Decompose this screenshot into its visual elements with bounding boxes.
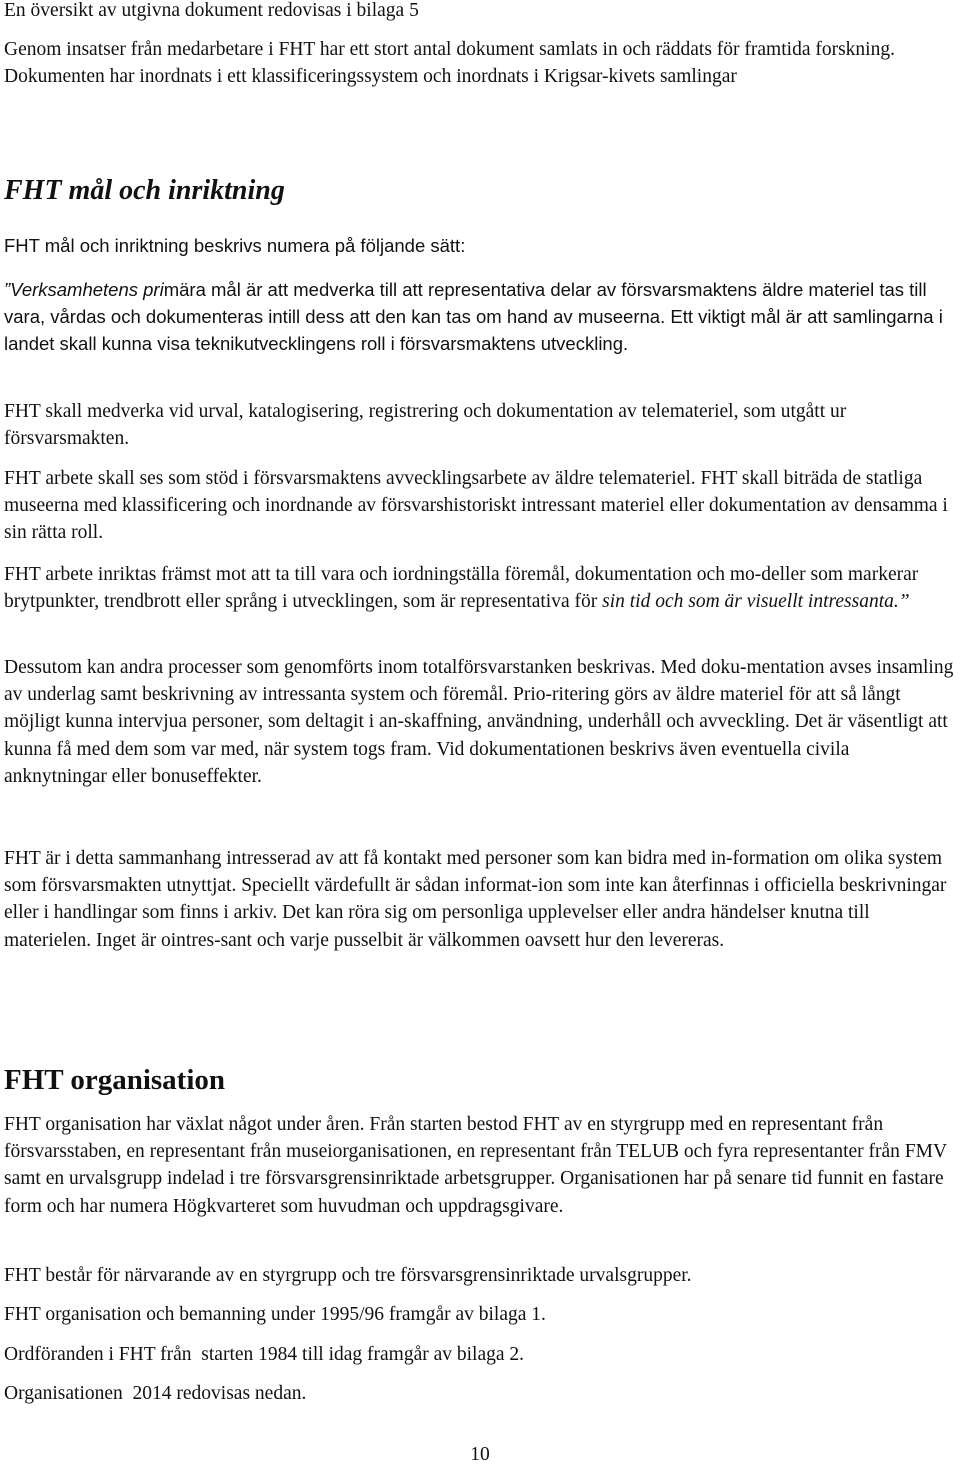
org-paragraph-4: Ordföranden i FHT från starten 1984 till idag framgår av bilaga 2. [4, 1344, 525, 1365]
section-heading-mal: FHT mål och inriktning [4, 175, 285, 206]
section-heading-organisation: FHT organisation [4, 1064, 226, 1096]
intro-paragraph: Genom insatser från medarbetare i FHT har ett stort antal dokument samlats in och räddats för framtida forskning. Dokumenten har inordnats i ett klassificeringssystem och inordnats i Krigsar-kivets samlingar [4, 39, 895, 88]
paragraph-medverka: FHT skall medverka vid urval, katalogisering, registrering och dokumentation av telemateriel, som utgått ur försvarsmakten. [4, 401, 847, 450]
org-paragraph-2: FHT består för närvarande av en styrgrupp och tre försvarsgrensinriktade urvalsgrupper. [4, 1265, 692, 1286]
inriktas-text: FHT arbete inriktas främst mot att ta till vara och iordningställa föremål, dokumentation och mo-deller som markerar brytpunkter, trendbrott eller språng i utvecklingen, som är representativa för [4, 564, 919, 613]
paragraph-intresserad: FHT är i detta sammanhang intresserad av att få kontakt med personer som kan bidra med in-formation om olika system som försvarsmakten utnyttjat. Speciellt värdefullt är sådan informat-ion som inte kan återfinnas i officiella beskrivningar eller i handlingar som finns i arkiv. Det kan röra sig om personliga upplevelser eller andra händelser knutna till materielen. Inget är ointres-sant och varje pusselbit är välkommen oavsett hur den levereras. [4, 848, 947, 951]
top-line: En översikt av utgivna dokument redovisas i bilaga 5 [4, 0, 419, 21]
paragraph-arbete: FHT arbete skall ses som stöd i försvarsmaktens avvecklingsarbete av äldre telemateriel. FHT skall biträda de statliga museerna med klassificering och inordnande av försvarshistoriskt intressant materiel eller dokumentation av densamma i sin rätta roll. [4, 468, 948, 544]
goal-quote [4, 276, 954, 358]
paragraph-dessutom: Dessutom kan andra processer som genomförts inom totalförsvarstanken beskrivas. Med doku-mentation avses insamling av underlag samt beskrivning av intressanta system och föremål. Prio-ritering görs av äldre materiel för att så långt möjligt kunna intervjua personer, som deltagit i an-skaffning, användning, underhåll och avveckling. Det är väsentligt att kunna få med dem som var med, när system togs fram. Vid dokumentationen beskrivs även eventuella civila anknytningar eller bonuseffekter. [4, 657, 954, 787]
org-paragraph-3: FHT organisation och bemanning under 1995/96 framgår av bilaga 1. [4, 1304, 546, 1325]
quote-text: mära mål är att medverka till att representativa delar av försvarsmaktens äldre materiel tas till vara, vårdas och dokumenteras intill dess att den kan tas om hand av museerna. Ett viktigt mål är att samlingarna i landet skall kunna visa teknikutvecklingens roll i försvarsmaktens utveckling. [4, 279, 943, 355]
org-paragraph-5: Organisationen 2014 redovisas nedan. [4, 1383, 307, 1404]
quote-italic-start: ”Verksamhetens pri [4, 279, 164, 300]
paragraph-inriktas [4, 561, 954, 615]
inriktas-italic: sin tid och som är visuellt intressanta.” [602, 591, 910, 613]
page-number: 10 [470, 1444, 490, 1465]
org-paragraph-1: FHT organisation har växlat något under åren. Från starten bestod FHT av en styrgrupp med en representant från försvarsstaben, en representant från museiorganisationen, en representant från TELUB och fyra representanter från FMV samt en urvalsgrupp indelad i tre försvarsgrensinriktade arbetsgrupper. Organisationen har på senare tid funnit en fastare form och har numera Högkvarteret som huvudman och uppdragsgivare. [4, 1114, 947, 1217]
section1-intro: FHT mål och inriktning beskrivs numera på följande sätt: [4, 235, 466, 256]
